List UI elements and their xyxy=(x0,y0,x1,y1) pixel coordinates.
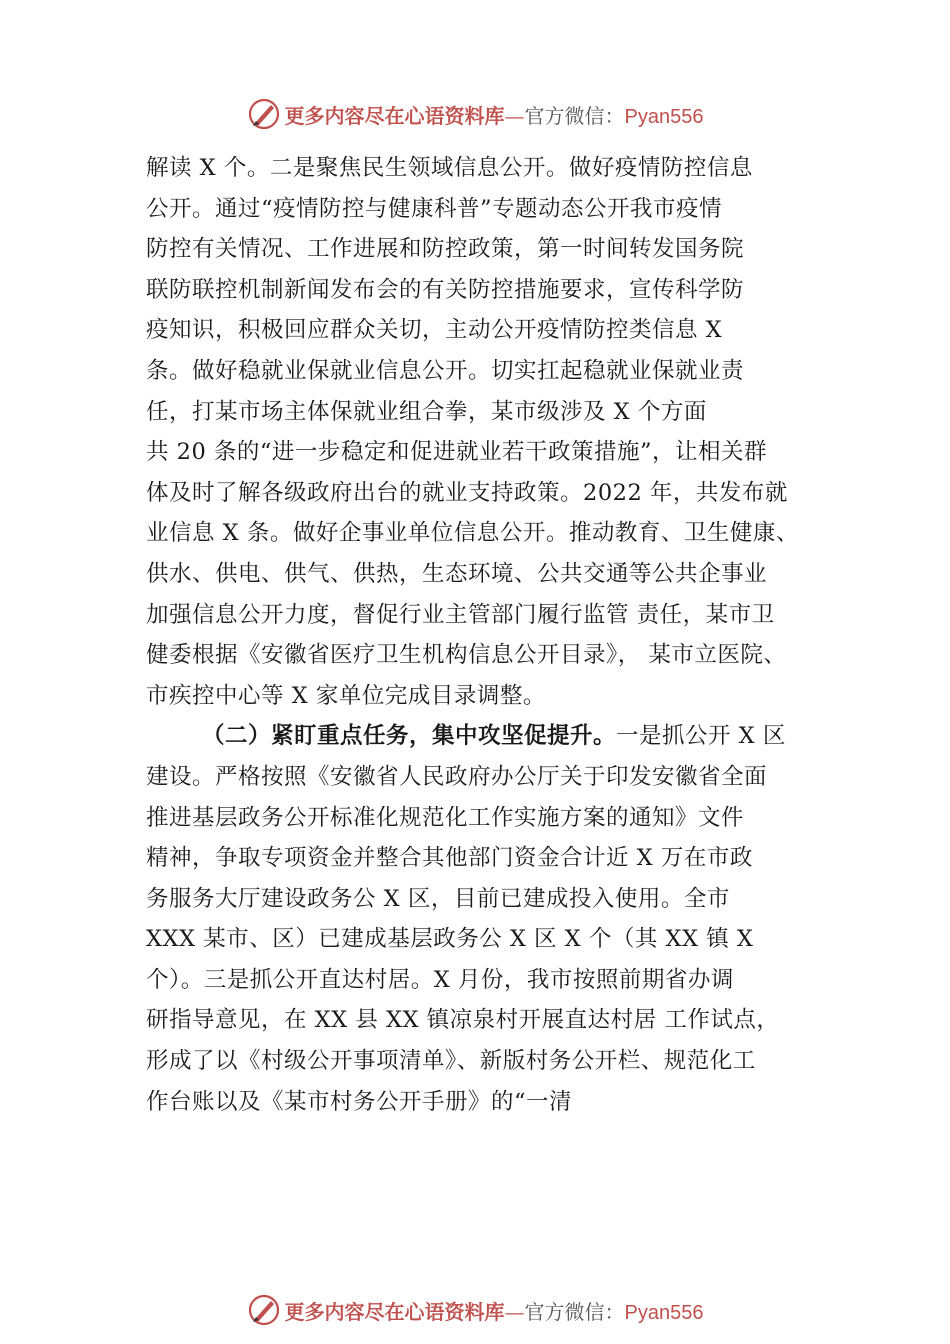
paragraph-line: 精神，争取专项资金并整合其他部门资金合计近 X 万在市政 xyxy=(146,845,753,872)
paragraph-line: 任，打某市场主体保就业组合拳，某市级涉及 X 个方面 xyxy=(146,398,707,425)
paragraph-line: 解读 X 个。二是聚焦民生领域信息公开。做好疫情防控信息 xyxy=(146,155,753,181)
banner-wechat-id: Pyan556 xyxy=(624,1301,704,1324)
paragraph-line: 业信息 X 条。做好企事业单位信息公开。推动教育、卫生健康、 xyxy=(146,520,799,547)
header-banner xyxy=(0,94,950,134)
banner-dash: — xyxy=(504,103,525,128)
banner-dash: — xyxy=(504,1299,525,1324)
banner-sub: 官方微信： xyxy=(524,1299,625,1324)
section-heading-rest: 一是抓公开 X 区 xyxy=(616,723,786,750)
paragraph-line: 研指导意见，在 XX 县 XX 镇凉泉村开展直达村居 工作试点， xyxy=(146,1007,780,1034)
paragraph-line: 防控有关情况、工作进展和防控政策，第一时间转发国务院 xyxy=(146,236,745,263)
banner-text xyxy=(285,1296,704,1325)
banner-wechat-id: Pyan556 xyxy=(624,105,704,128)
paragraph-line: 务服务大厅建设政务公 X 区，目前已建成投入使用。全市 xyxy=(146,885,730,912)
banner-text xyxy=(285,100,704,129)
banner-main: 更多内容尽在心语资料库 xyxy=(284,103,505,128)
paragraph-line: 建设。严格按照《安徽省人民政府办公厅关于印发安徽省全面 xyxy=(146,763,768,790)
paragraph-line: 加强信息公开力度，督促行业主管部门履行监管 责任，某市卫 xyxy=(146,601,775,628)
paragraph-line: 疫知识，积极回应群众关切，主动公开疫情防控类信息 X xyxy=(146,317,723,344)
paragraph-line: 供水、供电、供气、供热，生态环境、公共交通等公共企事业 xyxy=(146,560,768,587)
paragraph-line: 条。做好稳就业保就业信息公开。切实扛起稳就业保就业责 xyxy=(146,357,745,384)
banner-sub: 官方微信： xyxy=(524,103,625,128)
paragraph-line: 推进基层政务公开标准化规范化工作实施方案的通知》文件 xyxy=(146,804,745,831)
paragraph-line: 形成了以《村级公开事项清单》、新版村务公开栏、规范化工 xyxy=(146,1048,756,1075)
paragraph-line: 个）。三是抓公开直达村居。X 月份，我市按照前期省办调 xyxy=(146,966,734,993)
paragraph-line: XXX 某市、区）已建成基层政务公 X 区 X 个（其 XX 镇 X xyxy=(146,926,754,953)
paragraph-line: 公开。通过“疫情防控与健康科普”专题动态公开我市疫情 xyxy=(146,195,723,222)
paragraph-line: 联防联控机制新闻发布会的有关防控措施要求，宣传科学防 xyxy=(146,276,745,303)
paragraph-line: 健委根据《安徽省医疗卫生机构信息公开目录》， 某市立医院、 xyxy=(146,642,787,669)
footer-banner xyxy=(0,1290,950,1330)
banner-main: 更多内容尽在心语资料库 xyxy=(284,1299,505,1324)
paragraph-line: 市疾控中心等 X 家单位完成目录调整。 xyxy=(146,682,546,709)
section-heading-line xyxy=(146,716,836,757)
document-body xyxy=(146,148,836,1122)
section-heading: （二）紧盯重点任务，集中攻坚促提升。 xyxy=(202,723,617,750)
paragraph-line: 共 20 条的“进一步稳定和促进就业若干政策措施”，让相关群 xyxy=(146,439,767,466)
paragraph-line: 体及时了解各级政府出台的就业支持政策。2022 年，共发布就 xyxy=(146,479,788,506)
pen-logo-icon xyxy=(247,1293,281,1327)
pen-logo-icon xyxy=(247,97,281,131)
paragraph-line: 作台账以及《某市村务公开手册》的“一清 xyxy=(146,1088,573,1115)
